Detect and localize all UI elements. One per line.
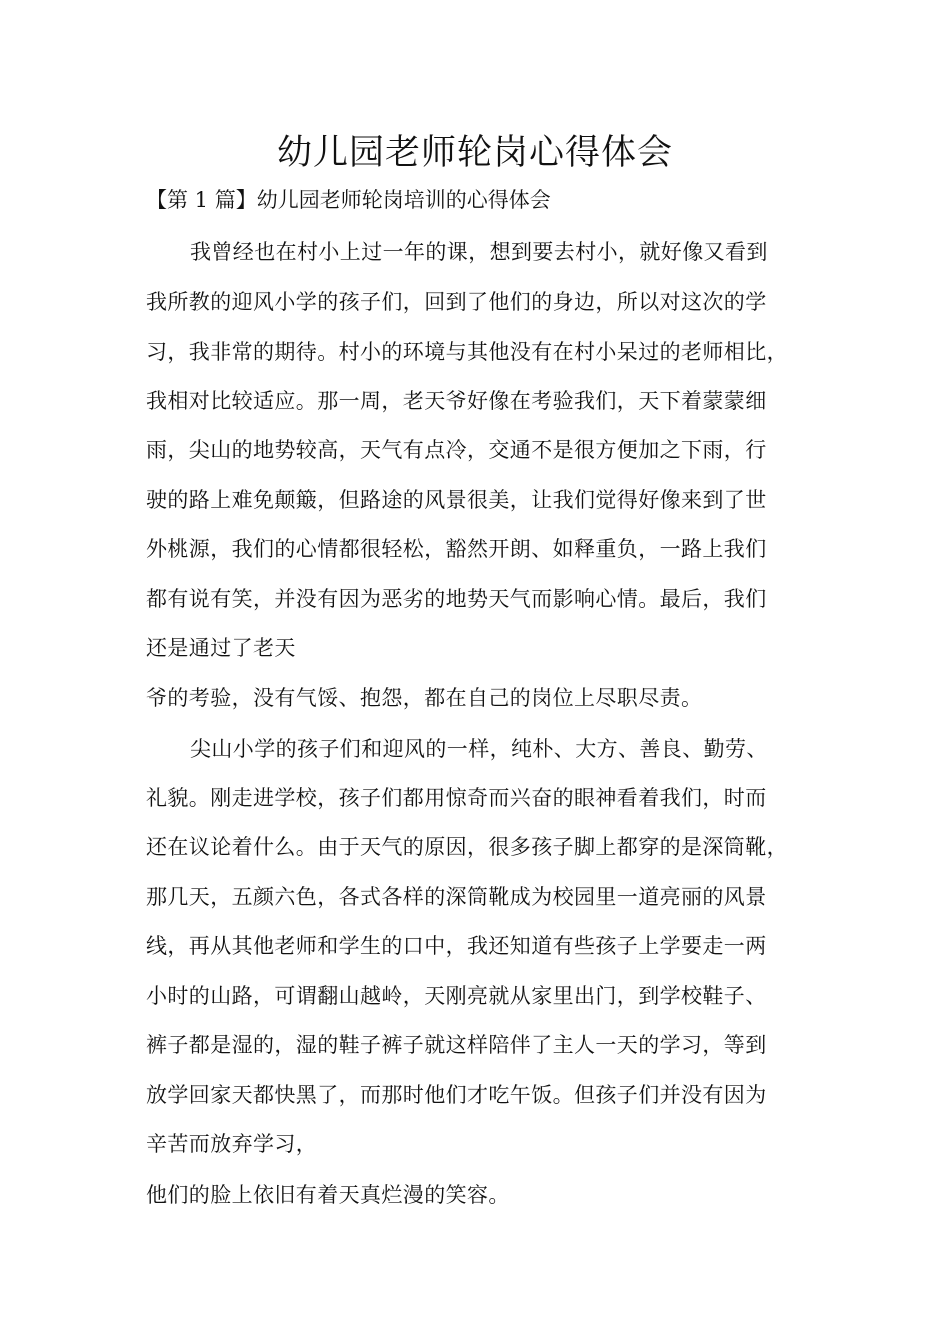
body-line: 我曾经也在村小上过一年的课，想到要去村小，就好像又看到 — [190, 240, 768, 264]
body-line: 外桃源，我们的心情都很轻松，豁然开朗、如释重负，一路上我们 — [146, 537, 767, 561]
body-line: 雨，尖山的地势较高，天气有点冷，交通不是很方便加之下雨，行 — [146, 438, 767, 462]
body-line: 习，我非常的期待。村小的环境与其他没有在村小呆过的老师相比， — [146, 340, 788, 364]
body-line: 线，再从其他老师和学生的口中，我还知道有些孩子上学要走一两 — [146, 934, 767, 958]
body-line: 他们的脸上依旧有着天真烂漫的笑容。 — [146, 1183, 510, 1207]
document-title: 幼儿园老师轮岗心得体会 — [276, 133, 673, 173]
body-line: 放学回家天都快黑了，而那时他们才吃午饭。但孩子们并没有因为 — [146, 1083, 767, 1107]
section-heading: 【第 1 篇】幼儿园老师轮岗培训的心得体会 — [146, 188, 551, 212]
body-line: 辛苦而放弃学习， — [146, 1132, 318, 1156]
body-line: 那几天，五颜六色，各式各样的深筒靴成为校园里一道亮丽的风景 — [146, 885, 767, 909]
body-line: 我相对比较适应。那一周，老天爷好像在考验我们，天下着蒙蒙细 — [146, 389, 767, 413]
body-line: 我所教的迎风小学的孩子们，回到了他们的身边，所以对这次的学 — [146, 290, 767, 314]
body-line: 尖山小学的孩子们和迎风的一样，纯朴、大方、善良、勤劳、 — [190, 737, 768, 761]
body-line: 还是通过了老天 — [146, 636, 296, 660]
body-line: 爷的考验，没有气馁、抱怨，都在自己的岗位上尽职尽责。 — [146, 686, 703, 710]
body-line: 裤子都是湿的，湿的鞋子裤子就这样陪伴了主人一天的学习，等到 — [146, 1033, 767, 1057]
body-line: 小时的山路，可谓翻山越岭，天刚亮就从家里出门，到学校鞋子、 — [146, 984, 767, 1008]
body-line: 都有说有笑，并没有因为恶劣的地势天气而影响心情。最后，我们 — [146, 587, 767, 611]
body-line: 还在议论着什么。由于天气的原因，很多孩子脚上都穿的是深筒靴， — [146, 835, 788, 859]
body-line: 驶的路上难免颠簸，但路途的风景很美，让我们觉得好像来到了世 — [146, 488, 767, 512]
body-line: 礼貌。刚走进学校，孩子们都用惊奇而兴奋的眼神看着我们，时而 — [146, 786, 767, 810]
